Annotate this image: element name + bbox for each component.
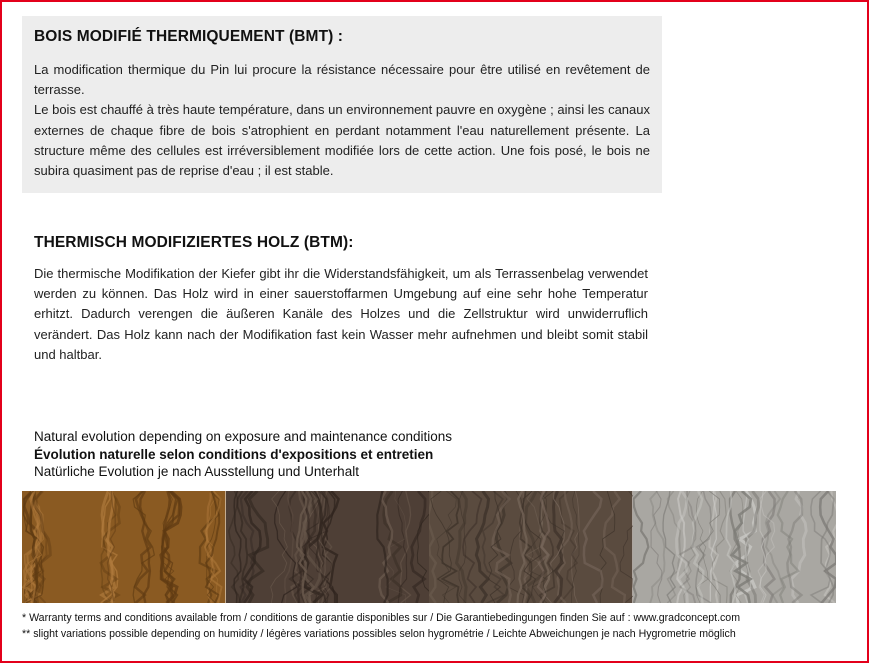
- french-title: BOIS MODIFIÉ THERMIQUEMENT (BMT) :: [34, 28, 344, 45]
- german-paragraph: Die thermische Modifikation der Kiefer gibt ihr die Widerstandsfähigkeit, um als Terrassenbelag verwendet werden zu können. Das Holz wird in einer sauerstoffarmen Umgebung auf eine sehr hohe Temperatur erhitzt. Dadurch verengen die äußeren Kanäle des Holzes und die Zellstruktur wird unwiderruflich verändert. Das Holz kann nach der Modifikation fast kein Wasser mehr aufnehmen und bleibt somit stabil und haltbar.: [34, 266, 648, 362]
- evolution-caption-de: Natürliche Evolution je nach Ausstellung und Unterhalt: [34, 464, 359, 479]
- german-section: [22, 226, 662, 376]
- footnotes: [22, 610, 846, 642]
- evolution-caption: [34, 428, 452, 481]
- french-paragraph-2: Le bois est chauffé à très haute température, dans un environnement pauvre en oxygène ; ainsi les canaux externes de chaque fibre de bois s'atrophient en perdant notamment l'eau naturellement présente. La structure même des cellules est irréversiblement modifiée lors de cette action. Une fois posé, le bois ne subira quasiment pas de reprise d'eau ; il est stable.: [34, 102, 650, 179]
- wood-swatch-dark-brown-icon: [226, 491, 430, 603]
- french-paragraph-1: La modification thermique du Pin lui procure la résistance nécessaire pour être utilisé en revêtement de terrasse.: [34, 62, 650, 98]
- wood-swatch-honey-icon: [22, 491, 226, 603]
- variations-note: ** slight variations possible depending on humidity / légères variations possibles selon hygrométrie / Leichte Abweichungen je nach Hygrometrie möglich: [22, 628, 736, 640]
- german-title: THERMISCH MODIFIZIERTES HOLZ (BTM):: [34, 234, 354, 251]
- evolution-caption-en: Natural evolution depending on exposure and maintenance conditions: [34, 429, 453, 444]
- wood-swatch-silver-grey-icon: [633, 491, 837, 603]
- warranty-note: * Warranty terms and conditions available from / conditions de garantie disponibles sur / Die Garantiebedingungen finden Sie auf : www.gradconcept.com: [22, 612, 741, 624]
- evolution-caption-fr: Évolution naturelle selon conditions d'expositions et entretien: [34, 446, 434, 462]
- french-section: [22, 16, 662, 193]
- wood-swatch-strip: [22, 491, 836, 603]
- french-text: [34, 60, 650, 181]
- wood-swatch-grey-brown-icon: [429, 491, 633, 603]
